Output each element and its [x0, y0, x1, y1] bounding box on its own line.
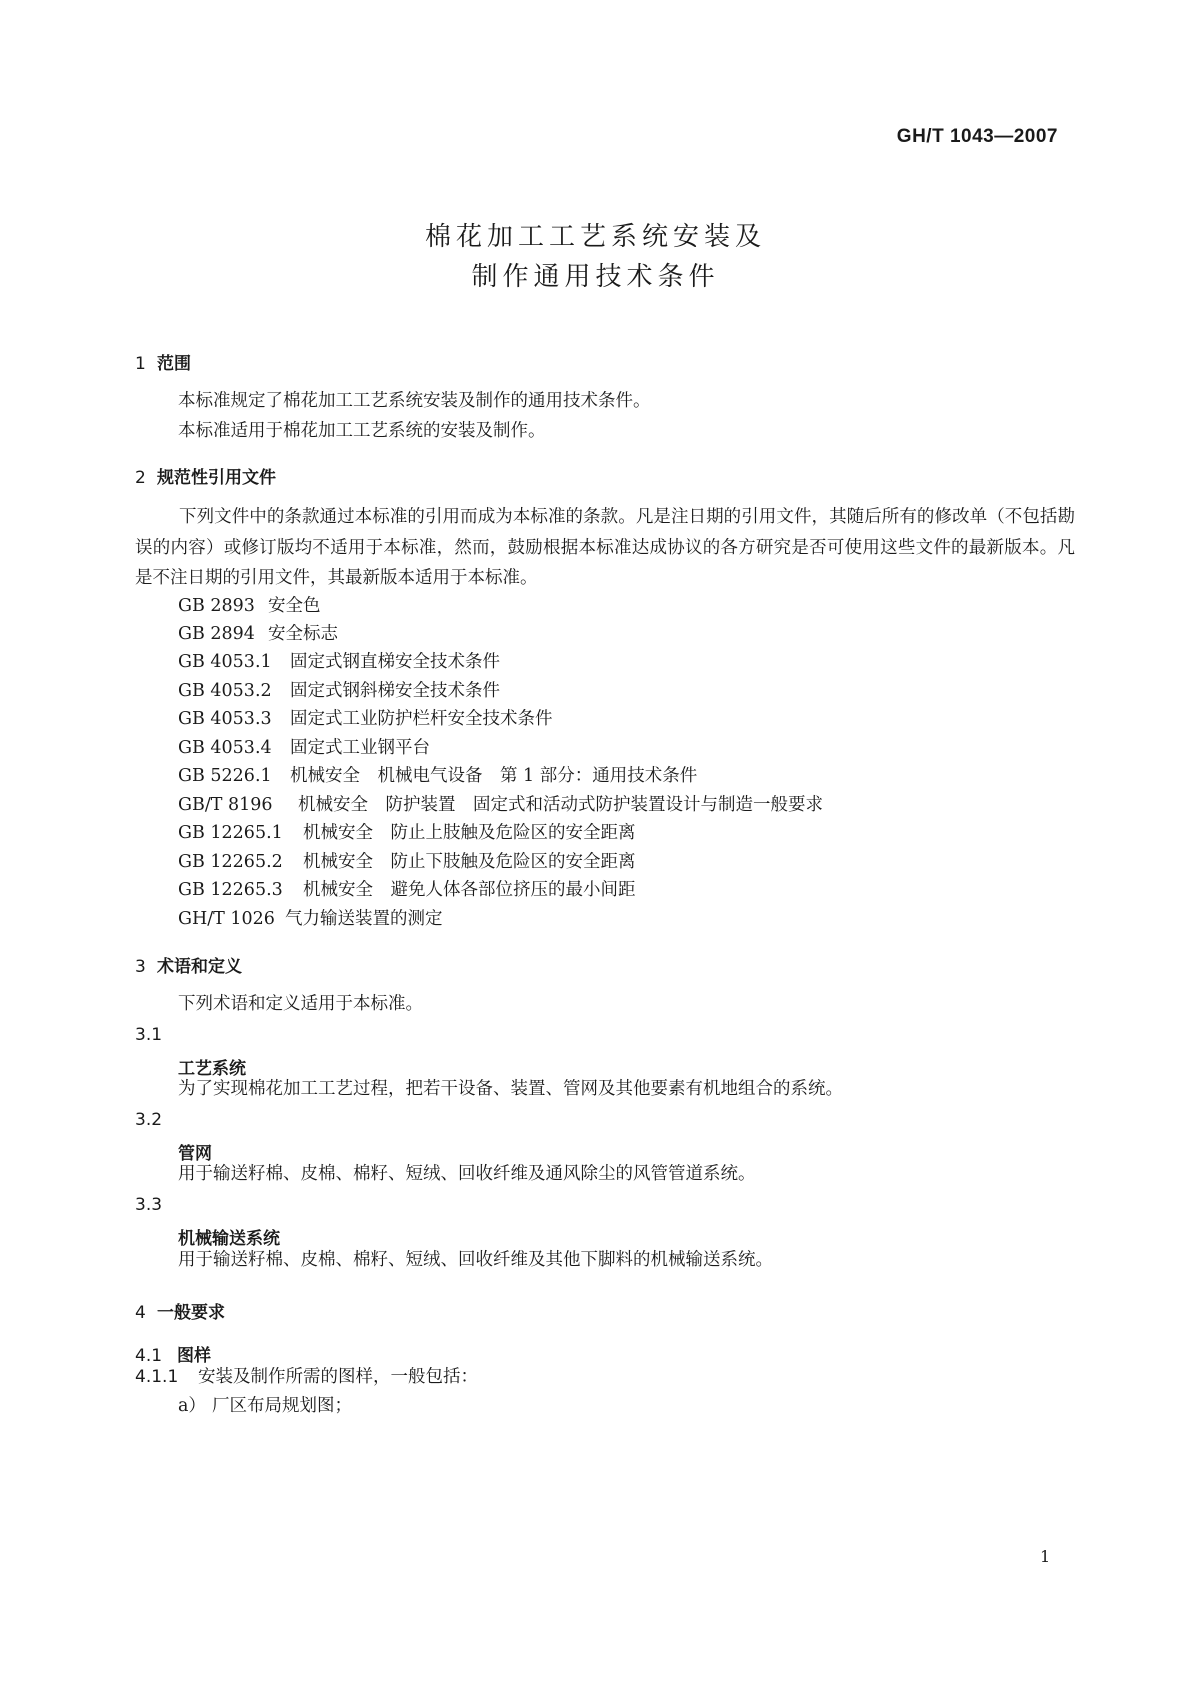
reference-code: GB 12265.2 [178, 852, 283, 872]
reference-title: 机械安全 避免人体各部位挤压的最小间距 [303, 880, 636, 900]
clause-number: 4.1.1 [135, 1367, 179, 1387]
clause-text: 安装及制作所需的图样，一般包括： [198, 1367, 478, 1387]
reference-item [178, 626, 338, 644]
reference-code: GB/T 8196 [178, 795, 273, 815]
reference-code: GB 2894 [178, 624, 255, 644]
page-number: 1 [1040, 1547, 1051, 1566]
reference-title: 固定式工业防护栏杆安全技术条件 [290, 709, 553, 729]
section-title: 范围 [157, 354, 191, 374]
term-name: 机械输送系统 [178, 1229, 280, 1249]
list-text: 厂区布局规划图； [212, 1396, 352, 1416]
list-item-a [178, 1398, 352, 1416]
reference-item [178, 825, 636, 843]
reference-item [178, 654, 500, 672]
list-label: a） [178, 1396, 206, 1416]
reference-code: GH/T 1026 [178, 909, 275, 929]
subsection-title: 图样 [177, 1346, 211, 1366]
section-number: 3 [135, 957, 146, 977]
subsection-4-1-heading [135, 1341, 211, 1366]
document-title-line-1: 棉花加工工艺系统安装及 [424, 222, 766, 252]
term-name: 工艺系统 [178, 1059, 246, 1079]
reference-item [178, 740, 430, 758]
reference-title: 机械安全 防护装置 固定式和活动式防护装置设计与制造一般要求 [298, 795, 823, 815]
standard-code: GH/T 1043—2007 [896, 126, 1058, 147]
section-number: 4 [135, 1303, 146, 1323]
reference-item [178, 854, 636, 872]
reference-item [178, 711, 553, 729]
reference-title: 固定式钢直梯安全技术条件 [290, 652, 500, 672]
reference-code: GB 12265.3 [178, 880, 283, 900]
section-number: 2 [135, 468, 146, 488]
scope-paragraph-1: 本标准规定了棉花加工工艺系统安装及制作的通用技术条件。 [178, 391, 651, 411]
reference-title: 机械安全 防止下肢触及危险区的安全距离 [303, 852, 636, 872]
subsection-number: 4.1 [135, 1346, 163, 1366]
normative-references-intro: 下列文件中的条款通过本标准的引用而成为本标准的条款。凡是注日期的引用文件，其随后所有的修改单（不包括勘误的内容）或修订版均不适用于本标准，然而，鼓励根据本标准达成协议的各方研究是否可使用这些文件的最新版本。凡是不注日期的引用文件，其最新版本适用于本标准。 [135, 507, 1075, 588]
section-4-heading [135, 1298, 225, 1323]
reference-code: GB 4053.2 [178, 681, 272, 701]
term-number: 3.3 [135, 1195, 163, 1215]
term-number: 3.1 [135, 1025, 163, 1045]
reference-title: 固定式工业钢平台 [290, 738, 430, 758]
scope-paragraph-2: 本标准适用于棉花加工工艺系统的安装及制作。 [178, 421, 546, 441]
term-name: 管网 [178, 1144, 212, 1164]
reference-item [178, 911, 443, 929]
reference-code: GB 12265.1 [178, 823, 283, 843]
document-title-line-2: 制作通用技术条件 [471, 262, 720, 292]
term-definition: 用于输送籽棉、皮棉、棉籽、短绒、回收纤维及其他下脚料的机械输送系统。 [178, 1250, 773, 1270]
term-definition: 为了实现棉花加工工艺过程，把若干设备、装置、管网及其他要素有机地组合的系统。 [178, 1079, 843, 1099]
term-definition: 用于输送籽棉、皮棉、棉籽、短绒、回收纤维及通风除尘的风管管道系统。 [178, 1164, 756, 1184]
reference-item [178, 768, 697, 786]
section-number: 1 [135, 354, 146, 374]
section-2-heading [135, 463, 276, 488]
section-1-heading [135, 349, 191, 374]
reference-item [178, 797, 823, 815]
section-title: 规范性引用文件 [157, 468, 276, 488]
reference-code: GB 2893 [178, 596, 255, 616]
terms-intro: 下列术语和定义适用于本标准。 [178, 994, 423, 1014]
reference-item [178, 882, 636, 900]
reference-item [178, 598, 321, 616]
reference-code: GB 4053.4 [178, 738, 272, 758]
section-title: 一般要求 [157, 1303, 225, 1323]
reference-code: GB 4053.3 [178, 709, 272, 729]
reference-title: 安全标志 [268, 624, 338, 644]
section-3-heading [135, 952, 242, 977]
reference-title: 固定式钢斜梯安全技术条件 [290, 681, 500, 701]
reference-code: GB 4053.1 [178, 652, 272, 672]
reference-title: 安全色 [268, 596, 321, 616]
reference-item [178, 683, 500, 701]
term-number: 3.2 [135, 1110, 163, 1130]
reference-title: 机械安全 防止上肢触及危险区的安全距离 [303, 823, 636, 843]
clause-4-1-1 [135, 1369, 478, 1387]
reference-code: GB 5226.1 [178, 766, 272, 786]
reference-title: 气力输送装置的测定 [285, 909, 443, 929]
reference-title: 机械安全 机械电气设备 第 1 部分：通用技术条件 [290, 766, 698, 786]
section-title: 术语和定义 [157, 957, 242, 977]
